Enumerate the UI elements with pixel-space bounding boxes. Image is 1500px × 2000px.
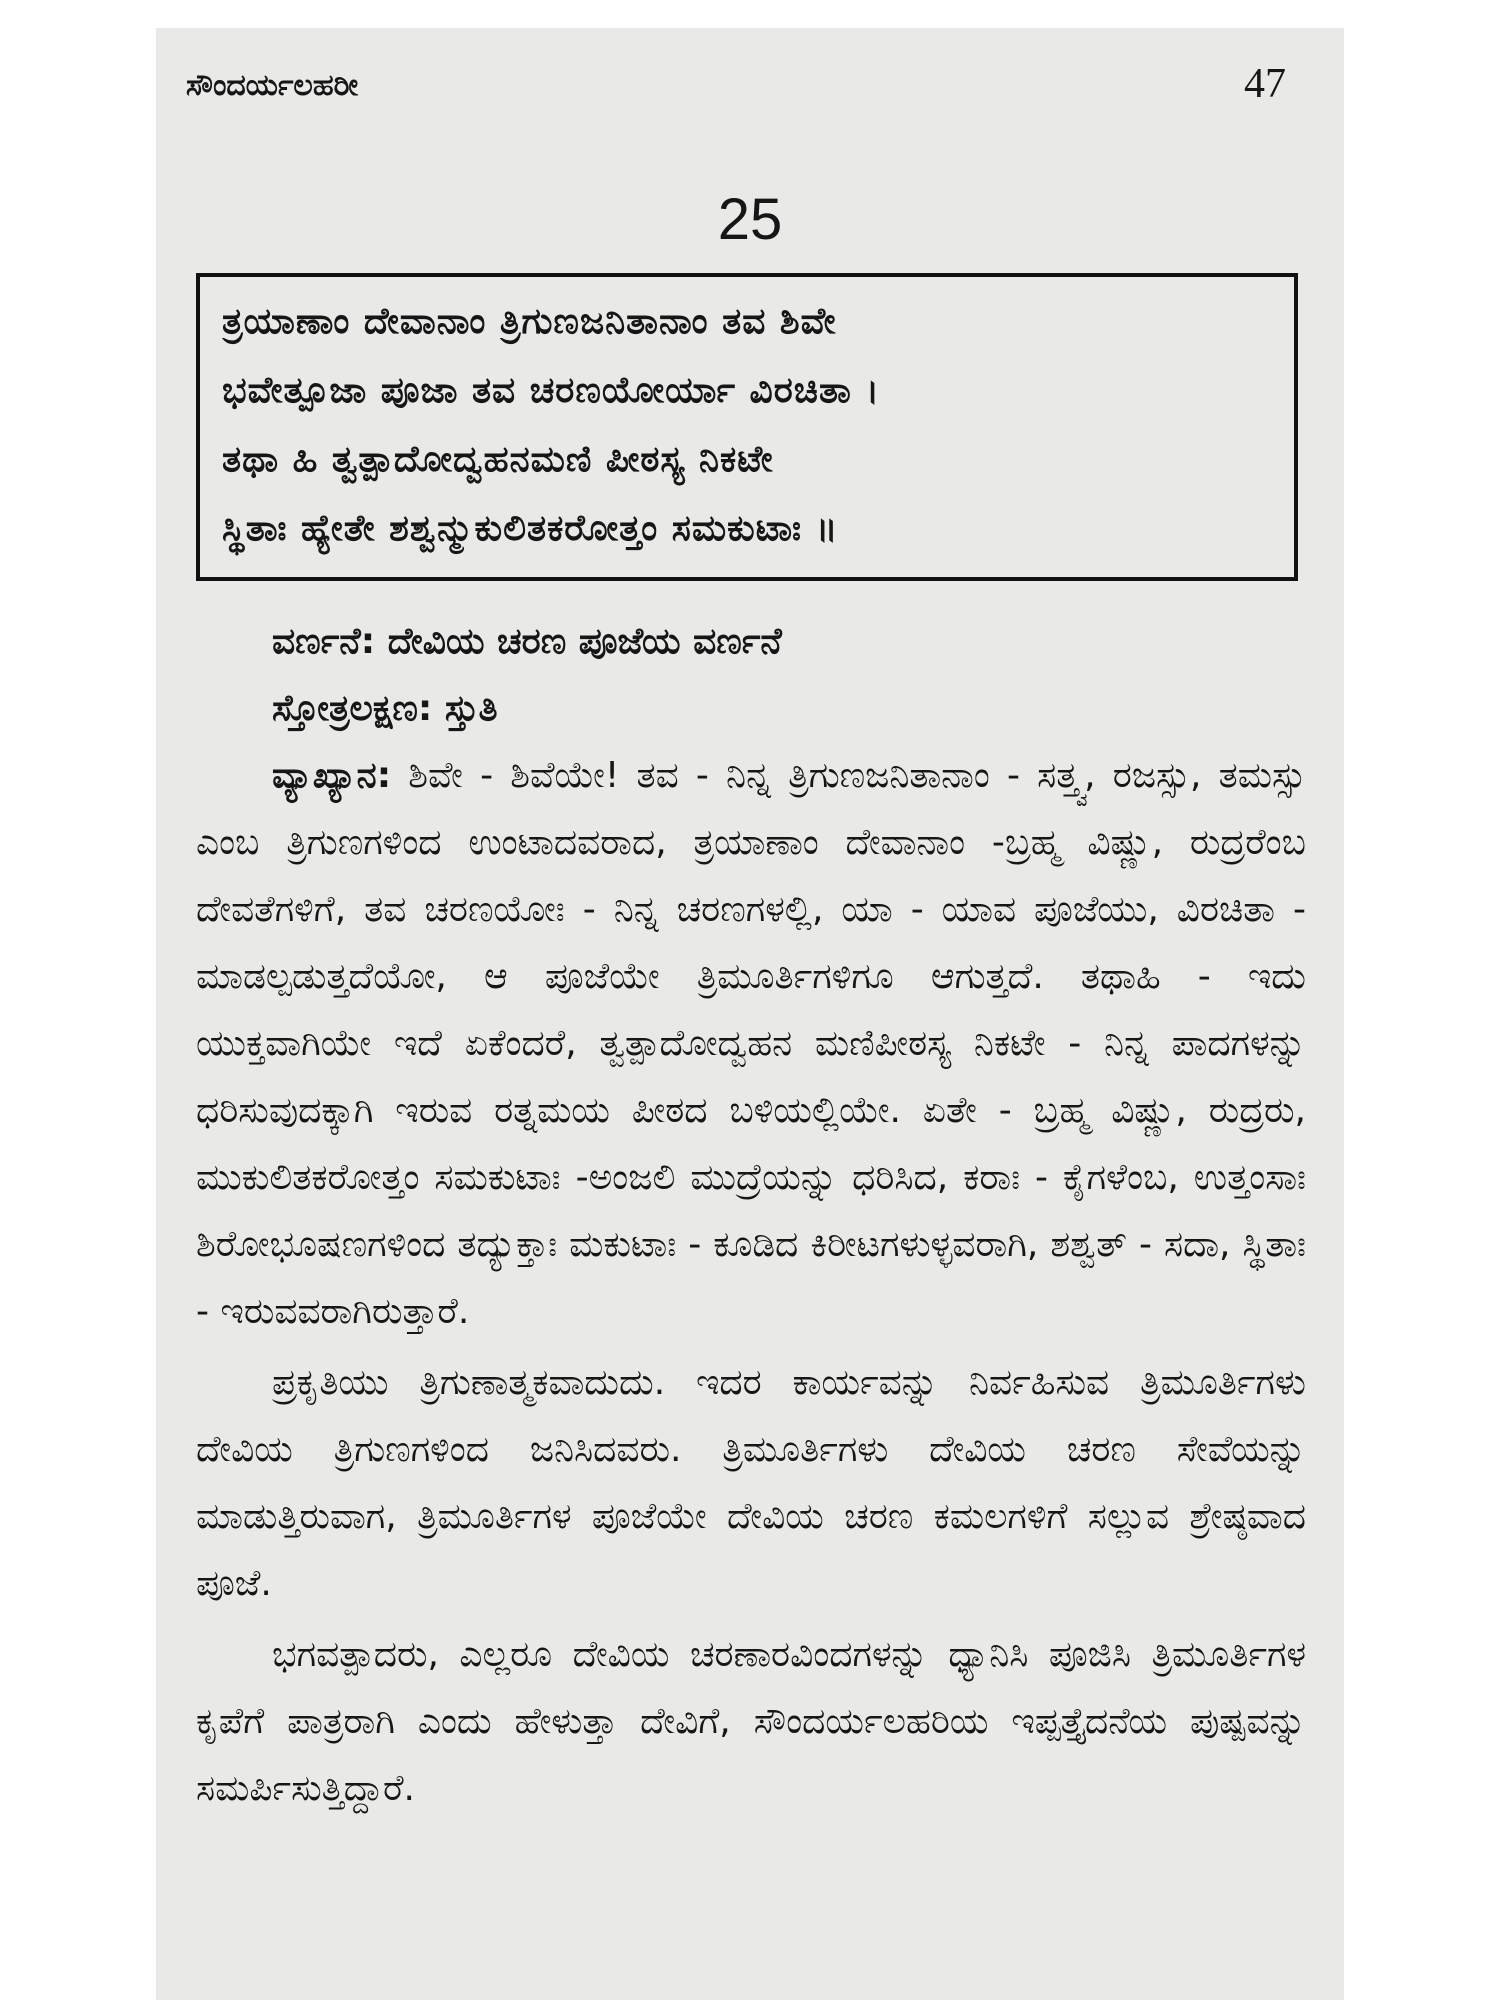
running-title: ಸೌಂದರ್ಯಲಹರೀ: [186, 68, 359, 103]
book-page: [156, 28, 1344, 2000]
description-label: ವರ್ಣನೆ:: [272, 621, 376, 662]
verse-line: ಸ್ಥಿತಾಃ ಹ್ಯೇತೇ ಶಶ್ವನ್ಮುಕುಲಿತಕರೋತ್ತಂ ಸಮಕುಟಾಃ ॥: [222, 508, 839, 549]
paragraph: ಭಗವತ್ಪಾದರು, ಎಲ್ಲರೂ ದೇವಿಯ ಚರಣಾರವಿಂದಗಳನ್ನು ಧ್ಯಾನಿಸಿ ಪೂಜಿಸಿ ತ್ರಿಮೂರ್ತಿಗಳ ಕೃಪೆಗೆ ಪಾತ್ರರಾಗಿ ಎಂದು ಹೇಳುತ್ತಾ ದೇವಿಗೆ, ಸೌಂದರ್ಯಲಹರಿಯ ಇಪ್ಪತ್ತೈದನೆಯ ಪುಷ್ಪವನ್ನು ಸಮರ್ಪಿಸುತ್ತಿದ್ದಾರೆ.: [196, 1634, 1306, 1809]
verse-number: 25: [717, 187, 783, 252]
page-header: [186, 60, 1286, 120]
commentary-label: ವ್ಯಾಖ್ಯಾನ:: [272, 755, 392, 796]
page-number: 47: [1244, 61, 1286, 107]
commentary-paragraph: [196, 742, 1306, 1345]
stotra-value: ಸ್ತುತಿ: [444, 688, 498, 729]
stotra-line: [196, 675, 1306, 742]
stotra-label: ಸ್ತೋತ್ರಲಕ್ಷಣ:: [272, 688, 433, 729]
description-line: [196, 608, 1306, 675]
verse-line: ತ್ರಯಾಣಾಂ ದೇವಾನಾಂ ತ್ರಿಗುಣಜನಿತಾನಾಂ ತವ ಶಿವೇ: [222, 301, 837, 342]
description-value: ದೇವಿಯ ಚರಣ ಪೂಜೆಯ ವರ್ಣನೆ: [387, 621, 782, 662]
body-text: [196, 608, 1306, 1822]
verse-line: ಭವೇತ್ಪೂಜಾ ಪೂಜಾ ತವ ಚರಣಯೋರ್ಯಾ ವಿರಚಿತಾ ।: [222, 370, 880, 411]
paragraph: ಪ್ರಕೃತಿಯು ತ್ರಿಗುಣಾತ್ಮಕವಾದುದು. ಇದರ ಕಾರ್ಯವನ್ನು ನಿರ್ವಹಿಸುವ ತ್ರಿಮೂರ್ತಿಗಳು ದೇವಿಯ ತ್ರಿಗುಣಗಳಿಂದ ಜನಿಸಿದವರು. ತ್ರಿಮೂರ್ತಿಗಳು ದೇವಿಯ ಚರಣ ಸೇವೆಯನ್ನು ಮಾಡುತ್ತಿರುವಾಗ, ತ್ರಿಮೂರ್ತಿಗಳ ಪೂಜೆಯೇ ದೇವಿಯ ಚರಣ ಕಮಲಗಳಿಗೆ ಸಲ್ಲುವ ಶ್ರೇಷ್ಠವಾದ ಪೂಜೆ.: [196, 1362, 1306, 1604]
verse-line: ತಥಾ ಹಿ ತ್ವತ್ಪಾದೋದ್ವಹನಮಣಿ ಪೀಠಸ್ಯ ನಿಕಟೇ: [222, 439, 774, 480]
verse-box: [196, 273, 1298, 581]
commentary-text: ಶಿವೇ - ಶಿವೆಯೇ! ತವ - ನಿನ್ನ ತ್ರಿಗುಣಜನಿತಾನಾಂ - ಸತ್ತ್ವ, ರಜಸ್ಸು, ತಮಸ್ಸು ಎಂಬ ತ್ರಿಗುಣಗಳಿಂದ ಉಂಟಾದವರಾದ, ತ್ರಯಾಣಾಂ ದೇವಾನಾಂ -ಬ್ರಹ್ಮ ವಿಷ್ಣು, ರುದ್ರರೆಂಬ ದೇವತೆಗಳಿಗೆ, ತವ ಚರಣಯೋಃ - ನಿನ್ನ ಚರಣಗಳಲ್ಲಿ, ಯಾ - ಯಾವ ಪೂಜೆಯು, ವಿರಚಿತಾ - ಮಾಡಲ್ಪಡುತ್ತದೆಯೋ, ಆ ಪೂಜೆಯೇ ತ್ರಿಮೂರ್ತಿಗಳಿಗೂ ಆಗುತ್ತದೆ. ತಥಾಹಿ - ಇದು ಯುಕ್ತವಾಗಿಯೇ ಇದೆ ಏಕೆಂದರೆ, ತ್ವತ್ಪಾದೋದ್ವಹನ ಮಣಿಪೀಠಸ್ಯ ನಿಕಟೇ - ನಿನ್ನ ಪಾದಗಳನ್ನು ಧರಿಸುವುದಕ್ಕಾಗಿ ಇರುವ ರತ್ನಮಯ ಪೀಠದ ಬಳಿಯಲ್ಲಿಯೇ. ಏತೇ - ಬ್ರಹ್ಮ ವಿಷ್ಣು, ರುದ್ರರು, ಮುಕುಲಿತಕರೋತ್ತಂ ಸಮಕುಟಾಃ -ಅಂಜಲಿ ಮುದ್ರೆಯನ್ನು ಧರಿಸಿದ, ಕರಾಃ - ಕೈಗಳೆಂಬ, ಉತ್ತಂಸಾಃ ಶಿರೋಭೂಷಣಗಳಿಂದ ತದ್ಯುಕ್ತಾಃ ಮಕುಟಾಃ - ಕೂಡಿದ ಕಿರೀಟಗಳುಳ್ಳವರಾಗಿ, ಶಶ್ವತ್ - ಸದಾ, ಸ್ಥಿತಾಃ - ಇರುವವರಾಗಿರುತ್ತಾರೆ.: [196, 755, 1306, 1332]
